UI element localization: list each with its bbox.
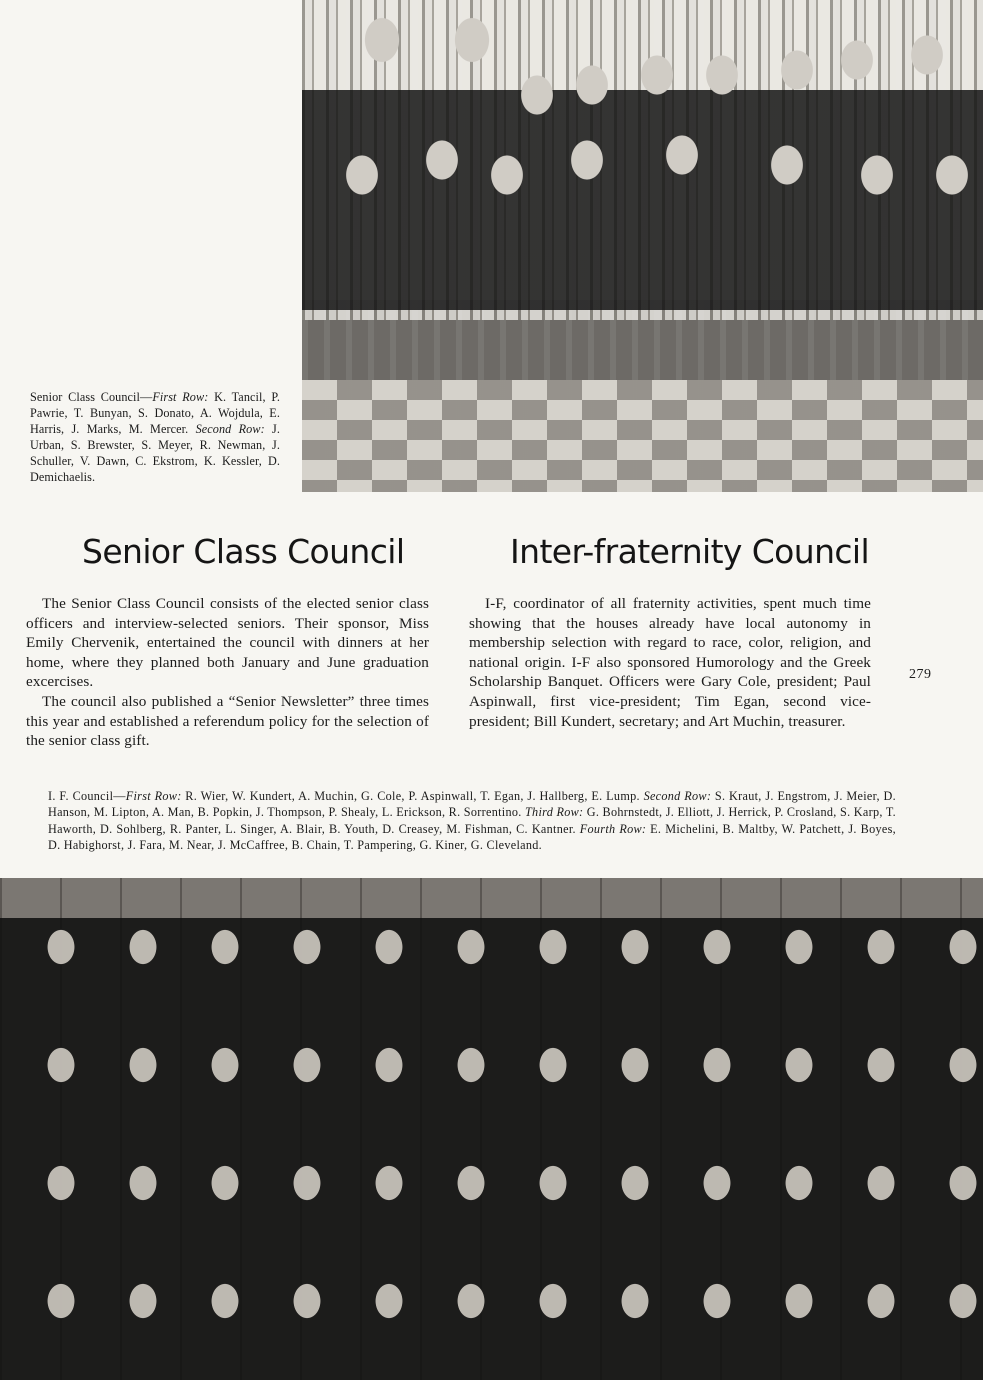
senior-class-council-photo [302,0,983,492]
interfraternity-council-article [469,594,871,731]
caption-third-row-label: Third Row: [524,805,584,820]
interfraternity-council-heading: Inter-fraternity Council [510,532,870,571]
caption-first-row-label: First Row: [125,789,182,803]
caption-fourth-row-names: E. Michelini, B. Maltby, W. Patchett, J. Boyes, D. Habighorst, J. Fara, M. Near, J. McCaffree, B. Chain, T. Pampering, G. Kiner, G. Cleveland. [48,821,896,852]
caption-fourth-row-label: Fourth Row: [579,821,647,836]
page-number: 279 [909,667,932,682]
caption-second-row-label: Second Row: [643,789,712,803]
caption-lead: Senior Class Council— [30,390,153,404]
caption-first-row-names: R. Wier, W. Kundert, A. Muchin, G. Cole, P. Aspinwall, T. Egan, J. Hallberg, E. Lump. [181,789,644,803]
caption-first-row-names: K. Tancil, P. Pawrie, T. Bunyan, S. Donato, A. Wojdula, E. Harris, J. Marks, M. Mercer. [30,390,281,436]
caption-second-row-label: Second Row: [195,422,265,436]
senior-council-article [26,594,429,751]
faces-pattern [0,878,983,1380]
ifc-photo-caption [48,788,896,853]
caption-second-row-names: S. Kraut, J. Engstrom, J. Meier, D. Hanson, M. Lipton, A. Man, B. Popkin, J. Thompson, P. Shealy, L. Erickson, R. Sorrentino. [48,789,897,820]
caption-lead: I. F. Council— [48,789,126,803]
group-of-students [302,0,983,492]
caption-second-row-names: J. Urban, S. Brewster, S. Meyer, R. Newman, J. Schuller, V. Dawn, C. Ekstrom, K. Kessler, D. Demichaelis. [30,422,280,484]
article-paragraph: The council also published a “Senior Newsletter” three times this year and established a referendum policy for the selection of the senior class gift. [26,692,429,750]
article-paragraph: I-F, coordinator of all fraternity activities, spent much time showing that the houses already have local autonomy in membership selection with regard to race, color, religion, and national origin. I-F also sponsored Humorology and the Greek Scholarship Banquet. Officers were Gary Cole, president; Paul Aspinwall, first vice-president; Tim Egan, second vice-president; Bill Kundert, secretary; and Art Muchin, treasurer. [469,595,871,730]
interfraternity-council-photo [0,878,983,1380]
senior-council-photo-caption [30,389,280,485]
article-paragraph: The Senior Class Council consists of the elected senior class officers and interview-selected seniors. Their sponsor, Miss Emily Chervenik, entertained the council with dinners at her home, where they planned both January and June graduation excercises. [26,595,429,691]
caption-first-row-label: First Row: [152,390,209,404]
caption-third-row-names: G. Bohrnstedt, J. Elliott, J. Herrick, P. Crosland, S. Karp, T. Haworth, D. Sohlberg, R. Panter, L. Singer, A. Blair, B. Youth, D. Creasey, M. Fishman, C. Kantner. [48,805,896,836]
senior-class-council-heading: Senior Class Council [82,532,405,571]
